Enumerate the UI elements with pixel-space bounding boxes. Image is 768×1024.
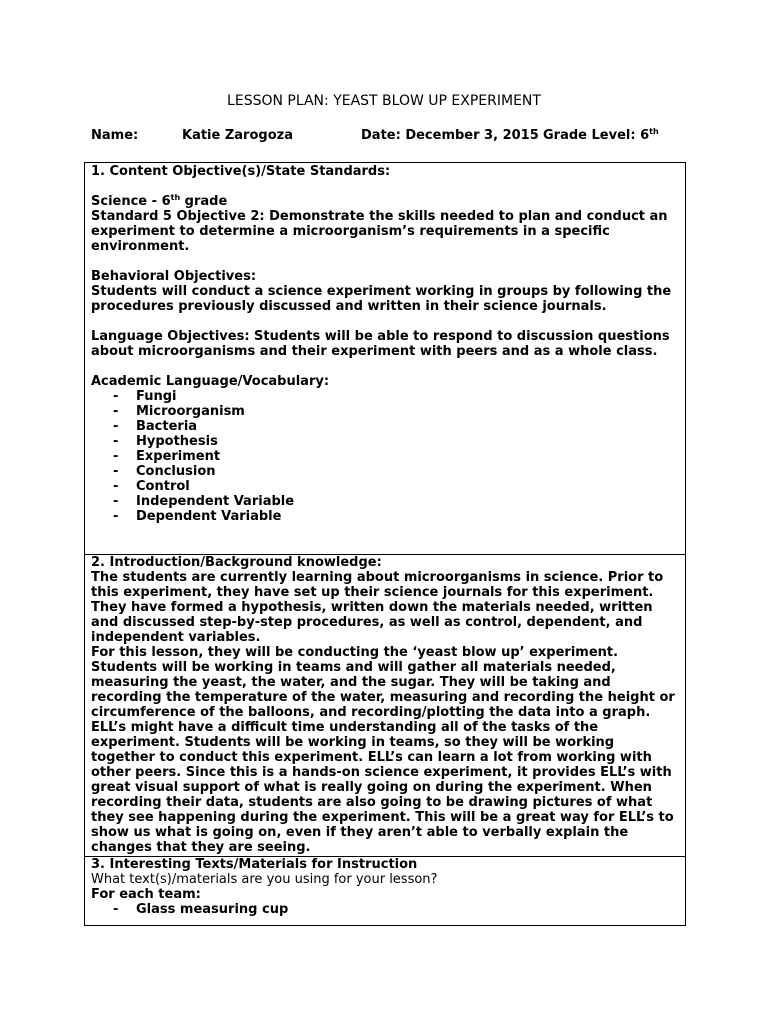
materials-list [91, 902, 681, 917]
science-prefix: Science - 6 [91, 194, 171, 209]
team-label: For each team: [91, 887, 201, 902]
vocab-label: Academic Language/Vocabulary: [91, 374, 330, 389]
list-item: - Control [91, 479, 681, 494]
intro-paragraph-1: The students are currently learning about microorganisms in science. Prior to this experiment, they have set up their science journals for this experiment. They have formed a hypothesis, written down the materials needed, written and discussed step-by-step procedures, as well as control, dependent, and independent variables. [91, 570, 664, 645]
section3-heading: 3. Interesting Texts/Materials for Instruction [91, 857, 418, 872]
section-materials [84, 857, 686, 926]
document-title: LESSON PLAN: YEAST BLOW UP EXPERIMENT [227, 93, 541, 109]
list-item: - Bacteria [91, 419, 681, 434]
list-item: - Experiment [91, 449, 681, 464]
science-suffix: grade [180, 194, 228, 209]
section1-heading: 1. Content Objective(s)/State Standards: [91, 164, 391, 179]
vocab-list [91, 389, 681, 524]
list-item: - Conclusion [91, 464, 681, 479]
materials-question: What text(s)/materials are you using for your lesson? [91, 872, 438, 887]
list-item: - Independent Variable [91, 494, 681, 509]
science-grade [91, 194, 681, 209]
list-item: - Hypothesis [91, 434, 681, 449]
list-item: - Fungi [91, 389, 681, 404]
grade-level [543, 128, 659, 143]
behavioral-text: Students will conduct a science experiment working in groups by following the procedures previously discussed and written in their science journals. [91, 284, 672, 314]
language-objectives: Language Objectives: Students will be able to respond to discussion questions about microorganisms and their experiment with peers and as a whole class. [91, 329, 670, 359]
name-label: Name: [91, 128, 139, 143]
header-row [91, 128, 711, 145]
list-item: - Dependent Variable [91, 509, 681, 524]
list-item: - Glass measuring cup [91, 902, 681, 917]
science-sup: th [170, 193, 181, 202]
name-value: Katie Zarogoza [182, 128, 293, 143]
grade-text: Grade Level: 6 [543, 128, 650, 143]
section-introduction [84, 555, 686, 857]
behavioral-label: Behavioral Objectives: [91, 269, 257, 284]
intro-paragraph-2: For this lesson, they will be conducting the ‘yeast blow up’ experiment. Students will be working in teams and will gather all materials needed, measuring the yeast, the water, and the sugar. They will be taking and recording the temperature of the water, measuring and recording the height or circumference of the balloons, and recording/plotting the data into a graph. [91, 645, 675, 720]
section-content-objectives [84, 162, 686, 555]
standard-text: Standard 5 Objective 2: Demonstrate the skills needed to plan and conduct an experiment to determine a microorganism’s requirements in a specific environment. [91, 209, 668, 254]
list-item: - Microorganism [91, 404, 681, 419]
section2-heading: 2. Introduction/Background knowledge: [91, 555, 382, 570]
grade-sup: th [649, 127, 659, 136]
date-text: Date: December 3, 2015 [361, 128, 539, 143]
intro-paragraph-3: ELL’s might have a difficult time understanding all of the tasks of the experiment. Students will be working in teams, so they will be working together to conduct this experiment. ELL’s can learn a lot from working with other peers. Since this is a hands-on science experiment, it provides ELL’s with great visual support of what is really going on during the experiment. When recording their data, students are also going to be drawing pictures of what they see happening during the experiment. This will be a great way for ELL’s to show us what is going on, even if they aren’t able to verbally explain the changes that they are seeing. [91, 720, 674, 855]
